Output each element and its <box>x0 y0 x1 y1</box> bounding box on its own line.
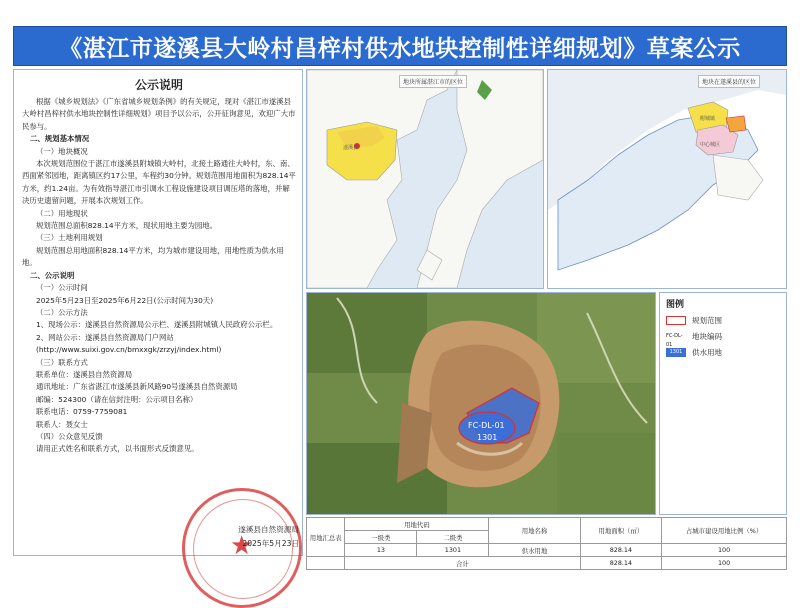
table-total-pct: 100 <box>662 557 787 570</box>
notice-paragraph: 联系单位：遂溪县自然资源局 <box>36 369 133 379</box>
signature-org: 遂溪县自然资源局 <box>238 525 299 534</box>
notice-panel <box>13 69 303 561</box>
right-map-region-2: 中心城区 <box>700 142 721 148</box>
notice-paragraph: 联系人：聂女士 <box>36 419 88 429</box>
notice-paragraph: 规划范围总面积828.14平方米，现状用地主要为园地。 <box>36 221 218 231</box>
notice-paragraph: 2025年5月23日至2025年6月22日(公示时间为30天) <box>36 295 214 305</box>
table-header-name: 用地名称 <box>489 518 580 544</box>
left-map-label: 地块所属湛江市的区位 <box>399 75 467 88</box>
land-use-table <box>306 517 787 570</box>
table-header-area: 用地面积（㎡） <box>580 518 662 544</box>
right-map-label: 地块在遂溪县的区位 <box>698 75 760 88</box>
notice-paragraph: （一）地块概况 <box>36 146 88 156</box>
table-header-pct: 占城市建设用地比例（%） <box>662 518 787 544</box>
legend-item-boundary <box>666 313 722 327</box>
parcel-value-label: 1301 <box>477 433 498 442</box>
notice-paragraph: （一）公示时间 <box>36 283 88 293</box>
legend-item-water <box>666 345 722 359</box>
location-map-zhanjiang <box>306 69 544 289</box>
notice-paragraph: 邮编：524300（请在信封注明：公示项目名称） <box>36 394 198 404</box>
signature-date: 2025年5月23日 <box>242 539 299 548</box>
legend-label: 地块编码 <box>692 331 722 341</box>
table-row-header: 用地汇总表 <box>307 518 345 557</box>
notice-body <box>22 96 296 456</box>
legend-label: 供水用地 <box>692 347 722 357</box>
table-cell: 供水用地 <box>489 544 580 557</box>
table-cell: 828.14 <box>580 544 662 557</box>
table-header-code: 用地代码 <box>345 518 489 531</box>
notice-paragraph: 2、网站公示：遂溪县自然资源局门户网站(http://www.suixi.gov.cn/bmxxgk/zrzyj/index.html) <box>36 332 222 355</box>
notice-paragraph: （三）联系方式 <box>36 357 88 367</box>
legend-title: 图例 <box>666 300 685 310</box>
water-symbol: 1301 <box>666 348 686 357</box>
table-cell: 100 <box>662 544 787 557</box>
notice-paragraph: 1、现场公示：遂溪县自然资源局公示栏、遂溪县附城镇人民政府公示栏。 <box>36 320 278 330</box>
notice-paragraph: 请用正式姓名和联系方式，以书面形式反馈意见。 <box>36 444 199 454</box>
title-bar <box>13 26 787 66</box>
notice-paragraph: （二）公示方法 <box>36 307 88 317</box>
table-header-l2: 二级类 <box>417 531 489 544</box>
parcel-code-label: FC-DL-01 <box>468 421 505 430</box>
table-total-label: 合计 <box>345 557 580 570</box>
legend-item-code <box>666 329 722 348</box>
boundary-symbol <box>666 316 686 325</box>
notice-paragraph: （四）公众意见反馈 <box>36 431 103 441</box>
notice-paragraph: 规划范围总用地面积828.14平方米，均为城市建设用地，用地性质为供水用地。 <box>22 245 284 268</box>
zhanjiang-map-svg <box>307 70 543 288</box>
notice-paragraph: （三）土地利用规划 <box>36 233 103 243</box>
notice-paragraph: 根据《城乡规划法》《广东省城乡规划条例》的有关规定，现对《湛江市遂溪县大岭村昌梓村供水地块控制性详细规划》项目予以公示，公开征询意见，欢迎广大市民参与。 <box>22 97 296 131</box>
notice-paragraph: 联系电话：0759-7759081 <box>36 407 128 417</box>
table-cell: 13 <box>345 544 417 557</box>
table-header-l1: 一级类 <box>345 531 417 544</box>
left-map-region: 遂溪县 <box>343 145 359 151</box>
notice-paragraph: 二、公示说明 <box>30 270 75 280</box>
right-map-region-1: 附城镇 <box>700 116 716 122</box>
location-map-suixi <box>547 69 787 289</box>
legend-panel <box>659 292 787 515</box>
satellite-image <box>306 292 656 515</box>
notice-paragraph: 本次规划范围位于湛江市遂溪县附城镇大岭村，北接土路通往大岭村，东、南、西面紧邻园地，距离镇区约17公里，车程约30分钟。规划范围用地面积为828.14平方米，约1.24亩。为有效指导湛江市引调水工程设施建设项目调压塔的落地，并解决历史遗留问题，开展本次规划工作。 <box>22 159 296 206</box>
suixi-map-svg <box>548 70 786 288</box>
satellite-svg <box>307 293 655 514</box>
page-title: 《湛江市遂溪县大岭村昌梓村供水地块控制性详细规划》草案公示 <box>59 35 741 62</box>
notice-paragraph: 通讯地址：广东省湛江市遂溪县新风路90号遂溪县自然资源局 <box>36 382 238 392</box>
table-cell: 1301 <box>417 544 489 557</box>
code-symbol: FC-DL-01 <box>666 332 683 348</box>
notice-paragraph: 二、规划基本情况 <box>30 134 90 144</box>
notice-heading: 公示说明 <box>134 78 183 92</box>
legend-label: 规划范围 <box>692 315 722 325</box>
table-total-area: 828.14 <box>580 557 662 570</box>
star-icon: ★ <box>230 531 254 561</box>
notice-paragraph: （二）用地现状 <box>36 208 88 218</box>
